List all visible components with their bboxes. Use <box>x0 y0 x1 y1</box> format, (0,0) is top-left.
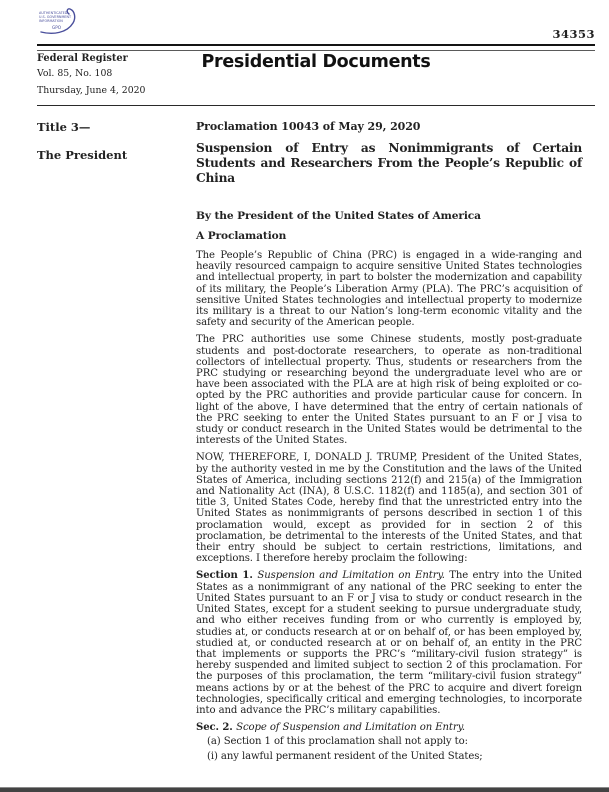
section-2-label: Sec. 2. <box>196 722 237 734</box>
section-1-title: Suspension and Limitation on Entry. <box>257 570 450 582</box>
gpo-eagle-swoosh-icon <box>36 6 84 38</box>
paragraph-3: NOW, THEREFORE, I, DONALD J. TRUMP, President of the United States, by the authority vested in me by the Constitution and the laws of the United States of America, including sections 212(f) and 215(a) of the Immigration and Nationality Act (INA), 8 U.S.C. 1182(f) and 1185(a), and section 301 of title 3, United States Code, hereby find that the unrestricted entry into the United States as nonimmigrants of persons described in section 1 of this proclamation would, except as provided for in section 2 of this proclamation, be detrimental to the interests of the United States, and that their entry should be subject to certain restrictions, limitations, and exceptions. I therefore hereby proclaim the following: <box>196 452 582 565</box>
byline: By the President of the United States of America <box>196 210 481 222</box>
section-2-title: Scope of Suspension and Limitation on Entry. <box>236 722 465 734</box>
gpo-authenticated-logo <box>36 6 84 38</box>
masthead-bottom-rule <box>37 105 595 106</box>
document-body <box>37 120 582 762</box>
paragraph-1: The People’s Republic of China (PRC) is engaged in a wide-ranging and heavily resourced campaign to acquire sensitive United States technologies and intellectual property, in part to bolster the modernization and capability of its military, the People’s Liberation Army (PLA). The PRC’s acquisition of sensitive United States technologies and intellectual property to modernize its military is a threat to our Nation’s long-term economic vitality and the safety and security of the American people. <box>196 250 582 329</box>
svg-text:INFORMATION: INFORMATION <box>39 19 63 23</box>
masthead-volume: Vol. 85, No. 108 <box>37 68 113 79</box>
proclamation-number-line: Proclamation 10043 of May 29, 2020 <box>196 120 421 133</box>
header-double-rule <box>37 44 595 51</box>
section-1-text: The entry into the United States as a nonimmigrant of any national of the PRC seeking to enter the United States pursuant to an F or J visa to study or conduct research in the United States, except for a student seeking to pursue undergraduate study, and who either receives funding from or who currently is employed by, studies at, or conducts research at or on behalf of, or has been employed by, studied at, or conducted research at or on behalf of, an entity in the PRC that implements or supports the PRC’s “military-civil fusion strategy” is hereby suspended and limited subject to section 2 of this proclamation. For the purposes of this proclamation, the term “military-civil fusion strategy” means actions by or at the behest of the PRC to acquire and divert foreign technologies, specifically critical and emerging technologies, to incorporate into and advance the PRC’s military capabilities. <box>196 570 582 716</box>
proclamation-title: Suspension of Entry as Nonimmigrants of Certain Students and Researchers From the People’s Republic of China <box>196 141 582 185</box>
section-1-label: Section 1. <box>196 570 258 582</box>
masthead-section-title: Presidential Documents <box>201 52 431 72</box>
a-proclamation-label: A Proclamation <box>196 230 287 242</box>
masthead <box>37 53 595 96</box>
section-2-heading <box>196 722 582 733</box>
section-1-paragraph <box>196 570 582 716</box>
svg-text:AUTHENTICATED: AUTHENTICATED <box>39 11 68 15</box>
masthead-date: Thursday, June 4, 2020 <box>37 85 146 96</box>
page-number: 34353 <box>552 27 595 41</box>
left-margin-column <box>37 120 196 762</box>
svg-text:U.S. GOVERNMENT: U.S. GOVERNMENT <box>39 15 72 19</box>
svg-text:GPO: GPO <box>52 25 62 30</box>
paragraph-2: The PRC authorities use some Chinese students, mostly post-graduate students and post-doctorate researchers, to operate as non-traditional collectors of intellectual property. Thus, students or researchers from the PRC studying or researching beyond the undergraduate level who are or have been associated with the PLA are at high risk of being exploited or co-opted by the PRC authorities and provide particular cause for concern. In light of the above, I have determined that the entry of certain nationals of the PRC seeking to enter the United States pursuant to an F or J visa to study or conduct research in the United States would be detrimental to the interests of the United States. <box>196 334 582 447</box>
section-2-item-a: (a) Section 1 of this proclamation shall not apply to: <box>207 736 468 748</box>
section-2-item-i: (i) any lawful permanent resident of the United States; <box>207 750 483 762</box>
title3-label: Title 3— <box>37 120 91 134</box>
masthead-publication: Federal Register <box>37 53 128 64</box>
page-bottom-edge <box>0 787 609 792</box>
proclamation-column <box>196 120 582 762</box>
the-president-label: The President <box>37 148 128 162</box>
